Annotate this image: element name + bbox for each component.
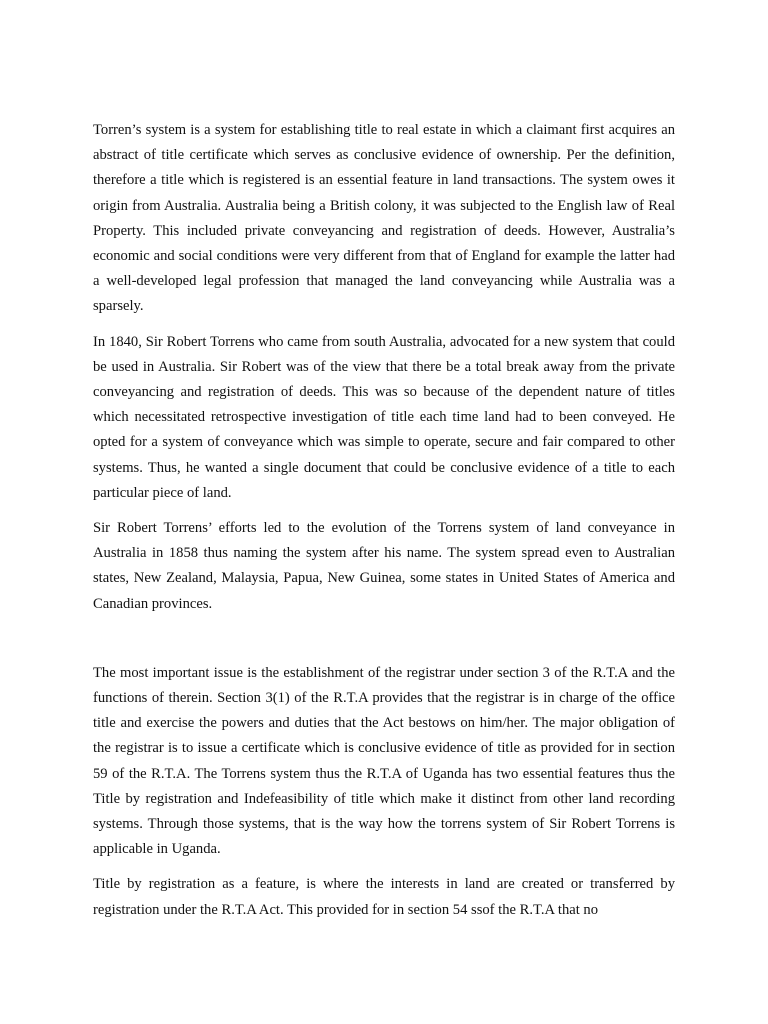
document-body bbox=[93, 118, 675, 933]
paragraph-title-by-registration: Title by registration as a feature, is where the interests in land are created or transferred by registration under the R.T.A Act. This provided for in section 54 ssof the R.T.A that no bbox=[93, 876, 675, 918]
paragraph-torrens-definition: Torren’s system is a system for establishing title to real estate in which a claimant first acquires an abstract of title certificate which serves as conclusive evidence of ownership. Per the definition, therefore a title which is registered is an essential feature in land transactions. The system owes it origin from Australia. Australia being a British colony, it was subjected to the English law of Real Property. This included private conveyancing and registration of deeds. However, Australia’s economic and social conditions were very different from that of England for example the latter had a well-developed legal profession that managed the land conveyancing while Australia was a sparsely. bbox=[93, 122, 675, 315]
section-spacer bbox=[93, 627, 675, 661]
paragraph-registrar-section-3: The most important issue is the establishment of the registrar under section 3 of the R.T.A and the functions of therein. Section 3(1) of the R.T.A provides that the registrar is in charge of the office title and exercise the powers and duties that the Act bestows on him/her. The major obligation of the registrar is to issue a certificate which is conclusive evidence of title as provided for in section 59 of the R.T.A. The Torrens system thus the R.T.A of Uganda has two essential features thus the Title by registration and Indefeasibility of title which make it distinct from other land recording systems. Through those systems, that is the way how the torrens system of Sir Robert Torrens is applicable in Uganda. bbox=[93, 664, 675, 858]
paragraph-robert-torrens-1840: In 1840, Sir Robert Torrens who came from south Australia, advocated for a new system that could be used in Australia. Sir Robert was of the view that there be a total break away from the private conveyancing and registration of deeds. This was so because of the dependent nature of titles which necessitated retrospective investigation of title each time land had to been conveyed. He opted for a system of conveyance which was simple to operate, secure and fair compared to other systems. Thus, he wanted a single document that could be conclusive evidence of a title to each particular piece of land. bbox=[93, 333, 675, 501]
paragraph-evolution-1858: Sir Robert Torrens’ efforts led to the evolution of the Torrens system of land conveyance in Australia in 1858 thus naming the system after his name. The system spread even to Australian states, New Zealand, Malaysia, Papua, New Guinea, some states in United States of America and Canadian provinces. bbox=[93, 520, 675, 612]
